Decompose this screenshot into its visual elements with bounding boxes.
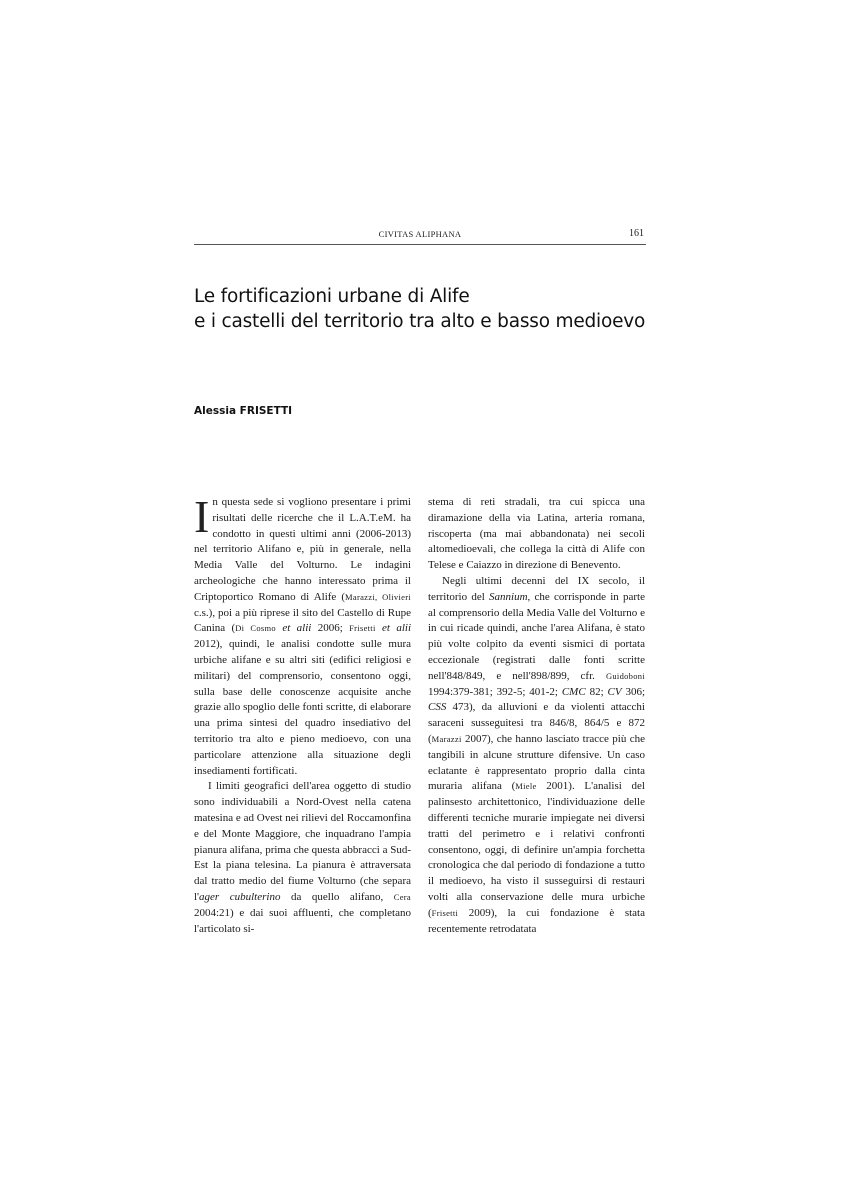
- article-title: [194, 284, 664, 334]
- citation: Marazzi: [431, 733, 462, 744]
- running-header: [194, 228, 646, 245]
- citation: Frisetti: [431, 907, 459, 918]
- citation: Guidoboni: [605, 670, 645, 681]
- title-line-1: Le fortificazioni urbane di Alife: [194, 286, 470, 307]
- article-author: Alessia FRISETTI: [194, 405, 293, 417]
- paragraph: Negli ultimi decenni del IX secolo, il territorio del Sannium, che corrisponde in parte al comprensorio della Media Valle del Volturno e in cui ricade quindi, anche l'area Alifana, è stato più volte colpito da eventi sismici di portata eccezionale (registrati dalle fonti scritte nell'848/849, e nell'898/899, cfr. Guidoboni 1994:379-381; 392-5; 401-2; CMC 82; CV 306; CSS 473), da alluvioni e da violenti attacchi saraceni susseguitesi tra 846/8, 864/5 e 872 (Marazzi 2007), che hanno lasciato tracce più che tangibili in alcune strutture difensive. Un caso eclatante è rappresentato proprio dalla cinta muraria alifana (Miele 2001). L'analisi del palinsesto architettonico, l'individuazione delle differenti tecniche murarie impiegate nei diversi tratti del perimetro e i relativi confronti consentono, oggi, di definire un'ampia forchetta cronologica che dal periodo di fondazione a tutto il medioevo, ha visto il susseguirsi di restauri volti alla conservazione delle mura urbiche (Frisetti 2009), la cui fondazione è stata recentemente retrodatata: [428, 574, 645, 935]
- citation: Di Cosmo: [235, 623, 276, 634]
- page-number: 161: [629, 228, 644, 239]
- text-column-right: [428, 495, 645, 975]
- text-column-left: [194, 495, 411, 975]
- citation: Miele: [515, 781, 537, 792]
- citation: Cera: [393, 891, 411, 902]
- journal-name: CIVITAS ALIPHANA: [378, 229, 462, 239]
- paragraph: I limiti geografici dell'area oggetto di studio sono individuabili a Nord-Ovest nella catena matesina e ad Ovest nei rilievi del Roccamonfina e del Monte Maggiore, che inquadrano l'ampia pianura alifana, prima che questa abbracci a Sud-Est la piana telesina. La pianura è attraversata dal tratto medio del fiume Volturno (che separa l'ager cubulterino da quello alifano, Cera 2004:21) e dai suoi affluenti, che completano l'articolato si-: [194, 780, 411, 935]
- paragraph: In questa sede si vogliono presentare i primi risultati delle ricerche che il L.A.T.eM. ha condotto in questi ultimi anni (2006-2013) nel territorio Alifano e, più in generale, nella Media Valle del Volturno. Le indagini archeologiche che hanno interessato prima il Criptoportico Romano di Alife (Marazzi, Olivieri c.s.), poi a più riprese il sito del Castello di Rupe Canina (Di Cosmo et alii 2006; Frisetti et alii 2012), quindi, le analisi condotte sulle mura urbiche alifane e su altri siti (edifici religiosi e militari) del comprensorio, consentono oggi, sulla base delle conoscenze acquisite anche grazie allo spoglio delle fonti scritte, di elaborare una prima sintesi del quadro insediativo del territorio tra alto e pieno medioevo, con una particolare attenzione alla situazione degli insediamenti fortificati.: [194, 495, 411, 777]
- title-line-2: e i castelli del territorio tra alto e basso medioevo: [194, 311, 646, 332]
- drop-cap: I: [194, 495, 210, 542]
- paragraph: stema di reti stradali, tra cui spicca una diramazione della via Latina, arteria romana, riscoperta (ma mai abbandonata) nei secoli altomedioevali, che collega la città di Alife con Telese e Caiazzo in direzione di Benevento.: [428, 496, 645, 572]
- citation: Frisetti: [349, 623, 376, 634]
- citation: Marazzi, Olivieri: [345, 591, 411, 602]
